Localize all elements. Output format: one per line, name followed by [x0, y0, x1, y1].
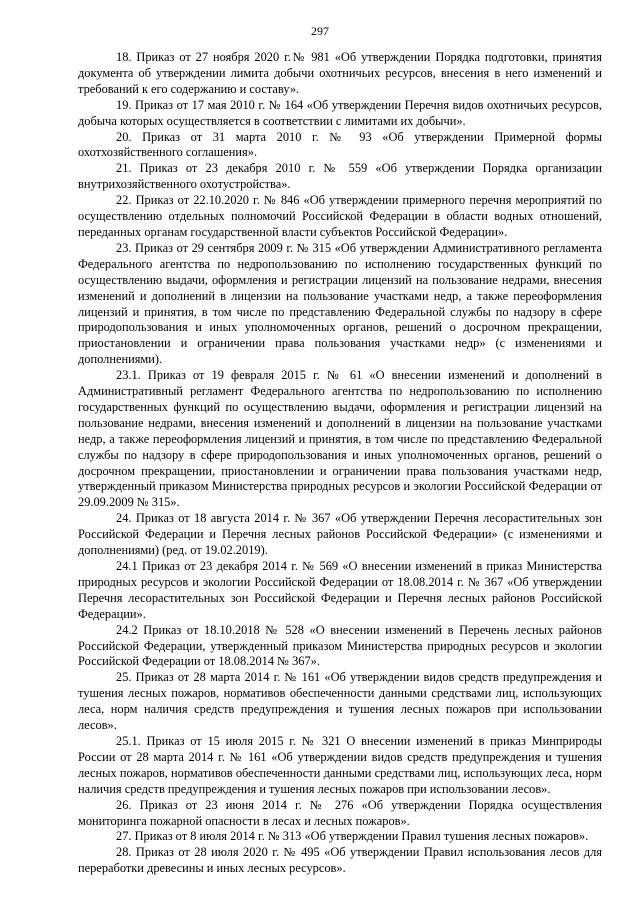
- list-item: 25. Приказ от 28 марта 2014 г. № 161 «Об утверждении видов средств предупреждения и тушения лесных пожаров, нормативов обеспеченности данными средствами лиц, использующих леса, норм наличия средств предупреждения и тушения лесных пожаров при использовании лесов».: [78, 670, 602, 733]
- list-item: 26. Приказ от 23 июня 2014 г. № 276 «Об утверждении Порядка осуществления мониторинга пожарной опасности в лесах и лесных пожаров».: [78, 797, 602, 828]
- list-item: 20. Приказ от 31 марта 2010 г. № 93 «Об утверждении Примерной формы охотхозяйственного соглашения».: [78, 129, 602, 160]
- document-body: [78, 50, 602, 877]
- list-item: 24.1 Приказ от 23 декабря 2014 г. № 569 «О внесении изменений в приказ Министерства природных ресурсов и экологии Российской Федерации от 18.08.2014 г. № 367 «Об утверждении Перечня лесорастительных зон Российской Федерации и Перечня лесных районов Российской Федерации».: [78, 559, 602, 621]
- list-item: 24.2 Приказ от 18.10.2018 № 528 «О внесении изменений в Перечень лесных районов Российской Федерации, утвержденный приказом Министерства природных ресурсов и экологии Российской Федерации от 18.08.2014 № 367».: [78, 622, 602, 669]
- list-item: 21. Приказ от 23 декабря 2010 г. № 559 «Об утверждении Порядка организации внутрихозяйственного охотустройства».: [78, 161, 602, 192]
- list-item: 27. Приказ от 8 июля 2014 г. № 313 «Об утверждении Правил тушения лесных пожаров».: [116, 829, 589, 844]
- list-item: 23.1. Приказ от 19 февраля 2015 г. № 61 «О внесении изменений и дополнений в Административный регламент Федерального агентства по недропользованию по исполнению государственных функций по осуществлению выдачи, оформления и регистрации лицензий на пользование недрами, внесения изменений и дополнений в лицензии на пользование участками недр, а также переоформления лицензий и принятия, в том числе по представлению Федеральной службы по надзору в сфере природопользования и иных уполномоченных органов, решений о досрочном прекращении, приостановлении и ограничении права пользования участками недр, утвержденный приказом Министерства природных ресурсов и экологии Российской Федерации от 29.09.2009 № 315».: [78, 368, 602, 510]
- list-item: 23. Приказ от 29 сентября 2009 г. № 315 «Об утверждении Административного регламента Федерального агентства по недропользованию по исполнению государственных функций по осуществлению выдачи, оформления и регистрации лицензий на пользование недрами, внесения изменений и дополнений в лицензии на пользование участками недр, а также переоформления лицензий и принятия, в том числе по представлению Федеральной службы по надзору в сфере природопользования и иных уполномоченных органов, решений о досрочном прекращении, приостановлении и ограничении права пользования участками недр» (с изменениями и дополнениями).: [78, 240, 602, 367]
- list-item: 18. Приказ от 27 ноября 2020 г.№ 981 «Об утверждении Порядка подготовки, принятия документа об утверждении лимита добычи охотничьих ресурсов, внесения в него изменений и требований к его содержанию и составу».: [78, 50, 602, 96]
- page-number: 297: [311, 24, 329, 38]
- list-item: 24. Приказ от 18 августа 2014 г. № 367 «Об утверждении Перечня лесорастительных зон Российской Федерации и Перечня лесных районов Российской Федерации» (с изменениями и дополнениями) (ред. от 19.02.2019).: [78, 511, 602, 558]
- list-item: 22. Приказ от 22.10.2020 г. № 846 «Об утверждении примерного перечня мероприятий по осуществлению отдельных полномочий Российской Федерации в области водных отношений, переданных органам государственной власти субъектов Российской Федерации».: [78, 193, 602, 239]
- list-item: 19. Приказ от 17 мая 2010 г. № 164 «Об утверждении Перечня видов охотничьих ресурсов, добыча которых осуществляется в соответствии с лимитами их добычи».: [78, 97, 602, 128]
- list-item: 25.1. Приказ от 15 июля 2015 г. № 321 О внесении изменений в приказ Минприроды России от 28 марта 2014 г. № 161 «Об утверждении видов средств предупреждения и тушения лесных пожаров, нормативов обеспеченности данными средствами лиц, использующих леса, норм наличия средств предупреждения и тушения лесных пожаров при использовании лесов».: [78, 733, 602, 796]
- list-item: 28. Приказ от 28 июля 2020 г. № 495 «Об утверждении Правил использования лесов для переработки древесины и иных лесных ресурсов».: [78, 845, 602, 876]
